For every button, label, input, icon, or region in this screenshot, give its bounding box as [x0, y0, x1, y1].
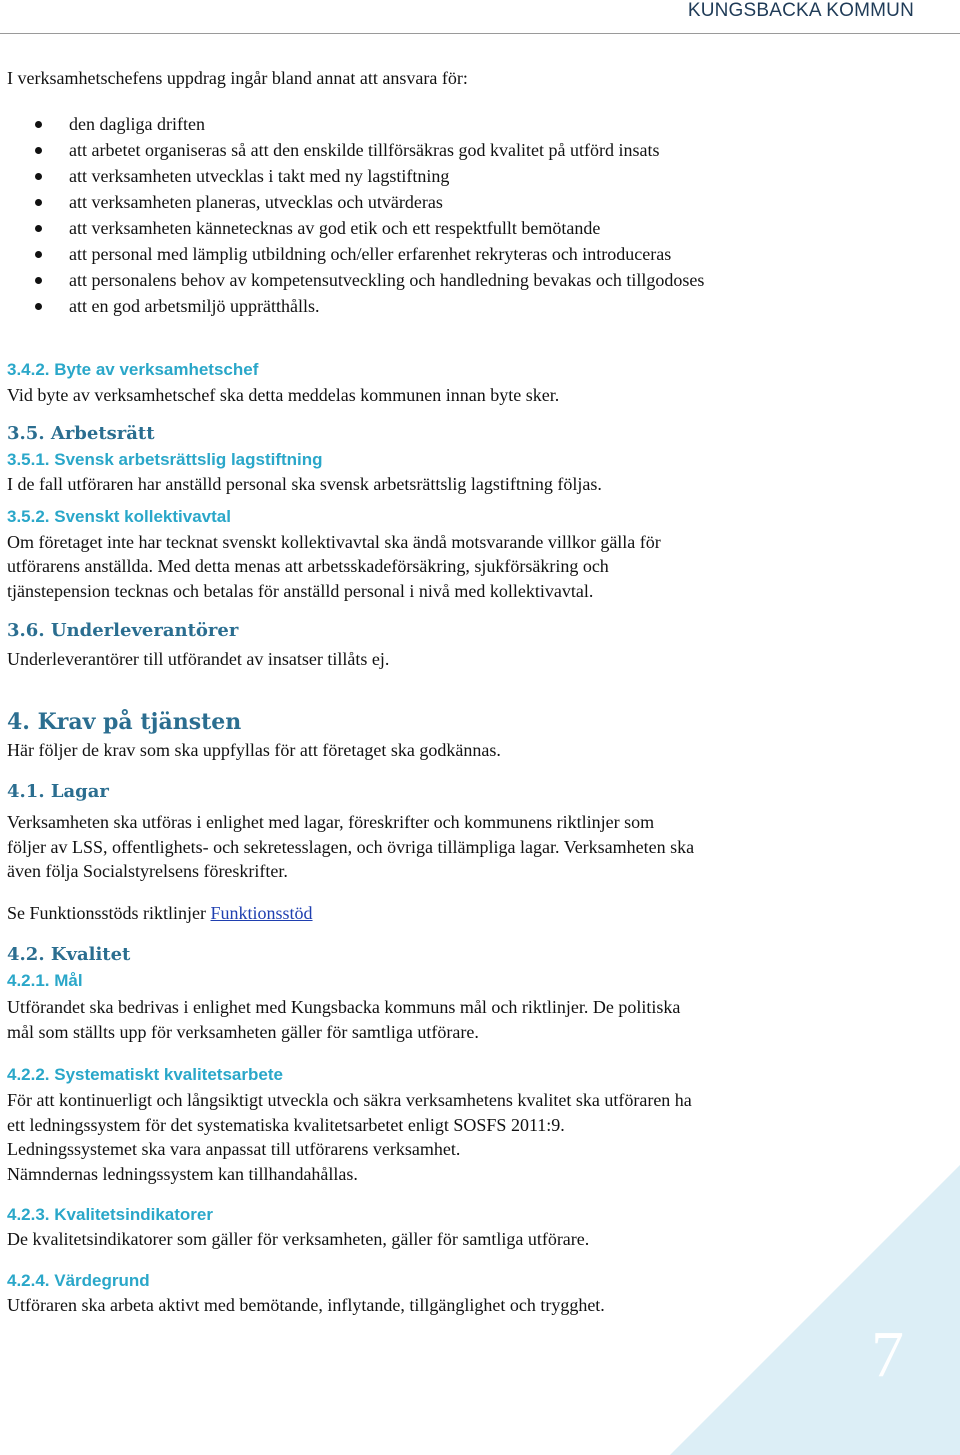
bullet-icon — [35, 277, 42, 284]
list-item: den dagliga driften — [7, 111, 947, 137]
list-item: att arbetet organiseras så att den enskilde tillförsäkras god kvalitet på utförd insats — [7, 137, 947, 163]
heading-4-2-4: 4.2.4. Värdegrund — [7, 1270, 150, 1290]
text-3-5-1: I de fall utföraren har anställd personal ska svensk arbetsrättslig lagstiftning följas. — [7, 474, 602, 494]
bullet-icon — [35, 303, 42, 310]
list-item: att en god arbetsmiljö upprätthålls. — [7, 293, 947, 319]
page-number: 7 — [871, 1318, 904, 1391]
heading-3-5: 3.5. Arbetsrätt — [7, 423, 155, 444]
text-4-1: Verksamheten ska utföras i enlighet med lagar, föreskrifter och kommunens riktlinjer som följer av LSS, offentlighets- och sekretesslagen, och övriga tillämpliga lagar. Verksamheten ska även följa Socialstyrelsens föreskrifter. — [7, 812, 695, 881]
bullet-icon — [35, 225, 42, 232]
text-3-5-2: Om företaget inte har tecknat svenskt kollektivavtal ska ändå motsvarande villkor gälla för utförarens anställda. Med detta menas att arbetsskadeförsäkring, sjukförsäkring och tjänstepension tecknas och betalas för anställd personal i nivå med kollektivavtal. — [7, 531, 661, 601]
heading-3-6: 3.6. Underleverantörer — [7, 620, 239, 641]
bullet-icon — [35, 251, 42, 258]
heading-4-2-1: 4.2.1. Mål — [7, 971, 83, 990]
heading-4-2-2: 4.2.2. Systematiskt kvalitetsarbete — [7, 1065, 283, 1084]
heading-4-1: 4.1. Lagar — [7, 781, 109, 802]
bullet-icon — [35, 147, 42, 154]
list-item: att verksamheten planeras, utvecklas och utvärderas — [7, 189, 947, 215]
heading-3-4-2: 3.4.2. Byte av verksamhetschef — [7, 359, 259, 379]
header-organization: KUNGSBACKA KOMMUN — [687, 0, 914, 21]
list-item: att personalens behov av kompetensutveckling och handledning bevakas och tillgodoses — [7, 267, 947, 293]
see-guidelines-text: Se Funktionsstöds riktlinjer Funktionsstöd — [7, 902, 313, 923]
list-item: att verksamheten utvecklas i takt med ny lagstiftning — [7, 163, 947, 189]
responsibility-list — [7, 111, 947, 319]
text-4: Här följer de krav som ska uppfyllas för att företaget ska godkännas. — [7, 739, 501, 760]
header-divider — [0, 33, 960, 34]
text-3-4-2: Vid byte av verksamhetschef ska detta meddelas kommunen innan byte sker. — [7, 384, 560, 405]
document-body — [7, 66, 947, 1317]
bullet-icon — [35, 199, 42, 206]
bullet-icon — [35, 121, 42, 128]
funktionsstod-link[interactable]: Funktionsstöd — [210, 902, 313, 923]
heading-4-2: 4.2. Kvalitet — [7, 944, 131, 965]
text-4-2-3: De kvalitetsindikatorer som gäller för verksamheten, gäller för samtliga utförare. — [7, 1229, 590, 1249]
corner-decoration — [670, 1165, 960, 1455]
heading-3-5-1: 3.5.1. Svensk arbetsrättslig lagstiftning — [7, 450, 323, 469]
heading-3-5-2: 3.5.2. Svenskt kollektivavtal — [7, 506, 231, 526]
heading-4: 4. Krav på tjänsten — [7, 708, 242, 735]
text-4-2-2: För att kontinuerligt och långsiktigt utveckla och säkra verksamhetens kvalitet ska utföraren ha ett ledningssystem för det systematiska kvalitetsarbetet enligt SOSFS 2011:9. Ledningssystemet ska vara anpassat till utförarens verksamhet. Nämndernas ledningssystem kan tillhandahållas. — [7, 1090, 692, 1184]
heading-4-2-3: 4.2.3. Kvalitetsindikatorer — [7, 1205, 213, 1224]
list-item: att personal med lämplig utbildning och/eller erfarenhet rekryteras och introduceras — [7, 241, 947, 267]
intro-text: I verksamhetschefens uppdrag ingår bland annat att ansvara för: — [7, 68, 468, 88]
bullet-icon — [35, 173, 42, 180]
text-4-2-4: Utföraren ska arbeta aktivt med bemötande, inflytande, tillgänglighet och trygghet. — [7, 1294, 605, 1315]
text-4-2-1: Utförandet ska bedrivas i enlighet med Kungsbacka kommuns mål och riktlinjer. De politiska mål som ställts upp för verksamheten gäller för samtliga utförare. — [7, 997, 681, 1042]
text-3-6: Underleverantörer till utförandet av insatser tillåts ej. — [7, 649, 390, 669]
list-item: att verksamheten kännetecknas av god etik och ett respektfullt bemötande — [7, 215, 947, 241]
